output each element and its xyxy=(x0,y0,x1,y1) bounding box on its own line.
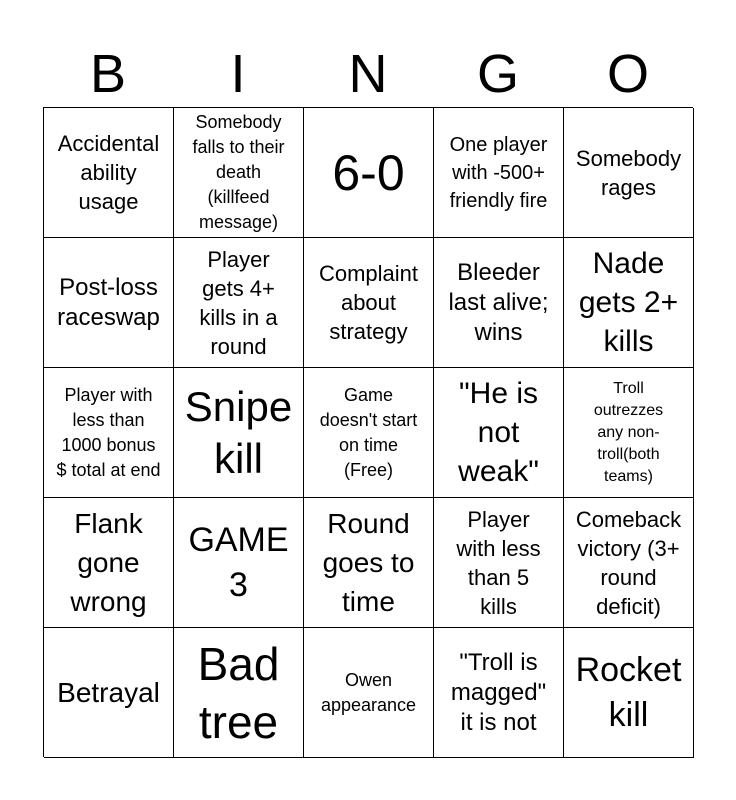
bingo-cell[interactable]: Bleeder last alive; wins xyxy=(434,238,564,368)
bingo-cell[interactable]: Snipe kill xyxy=(174,368,304,498)
bingo-cell[interactable]: Somebody falls to their death (killfeed message) xyxy=(174,108,304,238)
bingo-cell[interactable]: Betrayal xyxy=(44,628,174,758)
bingo-cell[interactable]: 6-0 xyxy=(304,108,434,238)
bingo-cell[interactable]: Bad tree xyxy=(174,628,304,758)
header-letter-n: N xyxy=(348,44,388,104)
header-letter-i: I xyxy=(230,44,246,104)
bingo-cell[interactable]: Player gets 4+ kills in a round xyxy=(174,238,304,368)
bingo-cell[interactable]: Complaint about strategy xyxy=(304,238,434,368)
bingo-cell[interactable]: Post-loss raceswap xyxy=(44,238,174,368)
bingo-cell[interactable]: Nade gets 2+ kills xyxy=(564,238,694,368)
bingo-cell[interactable]: Player with less than 1000 bonus $ total at end xyxy=(44,368,174,498)
bingo-cell[interactable]: Somebody rages xyxy=(564,108,694,238)
bingo-header xyxy=(43,40,693,108)
bingo-cell[interactable]: Game doesn't start on time (Free) xyxy=(304,368,434,498)
bingo-cell[interactable]: One player with -500+ friendly fire xyxy=(434,108,564,238)
bingo-cell[interactable]: Accidental ability usage xyxy=(44,108,174,238)
bingo-board xyxy=(43,107,693,757)
bingo-cell[interactable]: Owen appearance xyxy=(304,628,434,758)
header-letter-o: O xyxy=(606,44,649,104)
bingo-cell[interactable]: Player with less than 5 kills xyxy=(434,498,564,628)
header-letter-b: B xyxy=(89,44,127,104)
bingo-cell[interactable]: "Troll is magged" it is not xyxy=(434,628,564,758)
bingo-cell[interactable]: Round goes to time xyxy=(304,498,434,628)
bingo-cell[interactable]: Flank gone wrong xyxy=(44,498,174,628)
header-letter-g: G xyxy=(476,44,519,104)
bingo-cell[interactable]: Comeback victory (3+ round deficit) xyxy=(564,498,694,628)
bingo-cell[interactable]: "He is not weak" xyxy=(434,368,564,498)
bingo-cell[interactable]: Troll outrezzes any non- troll(both teams) xyxy=(564,368,694,498)
bingo-cell[interactable]: GAME 3 xyxy=(174,498,304,628)
bingo-cell[interactable]: Rocket kill xyxy=(564,628,694,758)
